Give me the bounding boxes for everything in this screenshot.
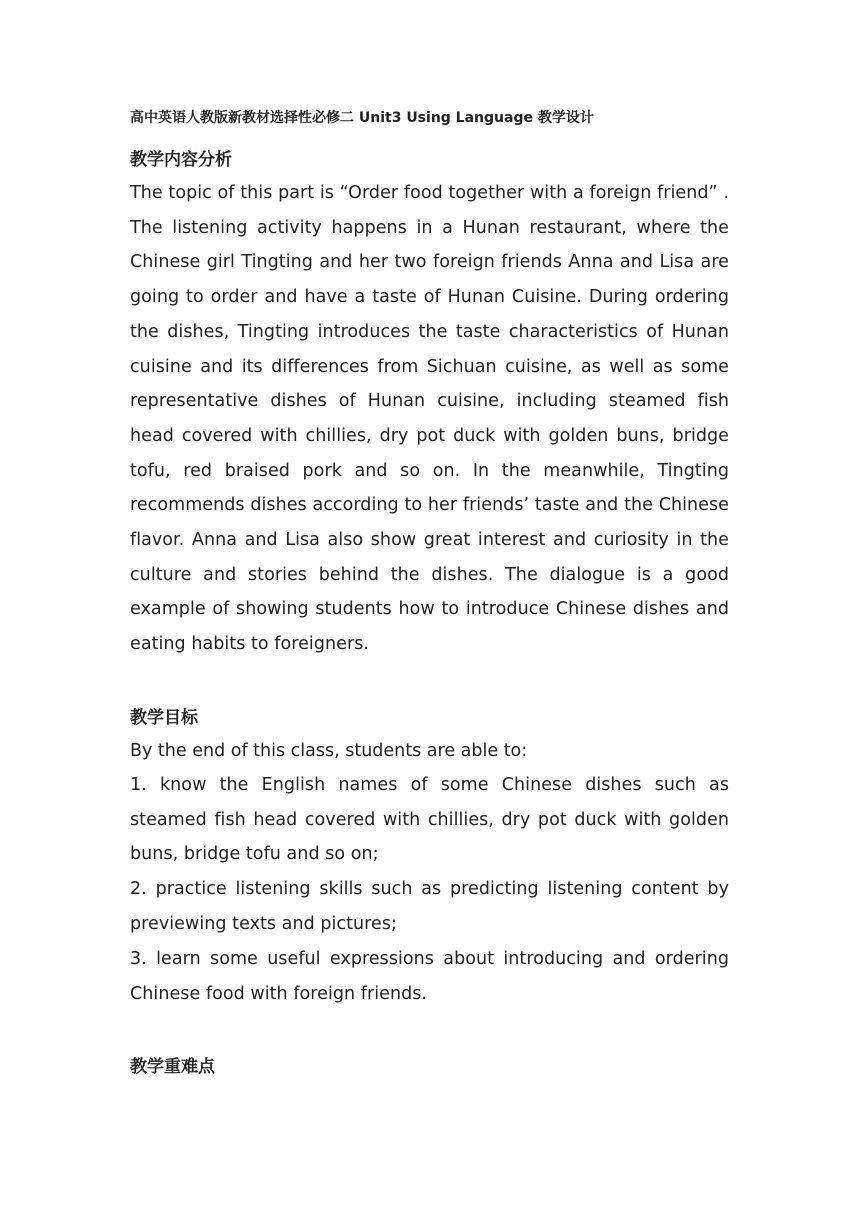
objective-item-3: 3. learn some useful expressions about introducing and ordering Chinese food with foreign friends. [130,949,729,1004]
document-title: 高中英语人教版新教材选择性必修二 Unit3 Using Language 教学设计 [130,110,594,126]
section-heading-key-difficulties: 教学重难点 [130,1057,215,1077]
section-heading-teaching-objectives: 教学目标 [130,708,198,728]
objectives-intro: By the end of this class, students are able to: [130,741,528,761]
section-heading-content-analysis: 教学内容分析 [130,150,232,170]
objective-item-1: 1. know the English names of some Chinese dishes such as steamed fish head covered with chillies, dry pot duck with golden buns, bridge tofu and so on; [130,775,729,865]
content-analysis-paragraph: The topic of this part is “Order food together with a foreign friend” . The listening activity happens in a Hunan restaurant, where the Chinese girl Tingting and her two foreign friends Anna and Lisa are going to order and have a taste of Hunan Cuisine. During ordering the dishes, Tingting introduces the taste characteristics of Hunan cuisine and its differences from Sichuan cuisine, as well as some representative dishes of Hunan cuisine, including steamed fish head covered with chillies, dry pot duck with golden buns, bridge tofu, red braised pork and so on. In the meanwhile, Tingting recommends dishes according to her friends’ taste and the Chinese flavor. Anna and Lisa also show great interest and curiosity in the culture and stories behind the dishes. The dialogue is a good example of showing students how to introduce Chinese dishes and eating habits to foreigners. [130,183,729,655]
objective-item-2: 2. practice listening skills such as predicting listening content by previewing texts and pictures; [130,879,729,934]
